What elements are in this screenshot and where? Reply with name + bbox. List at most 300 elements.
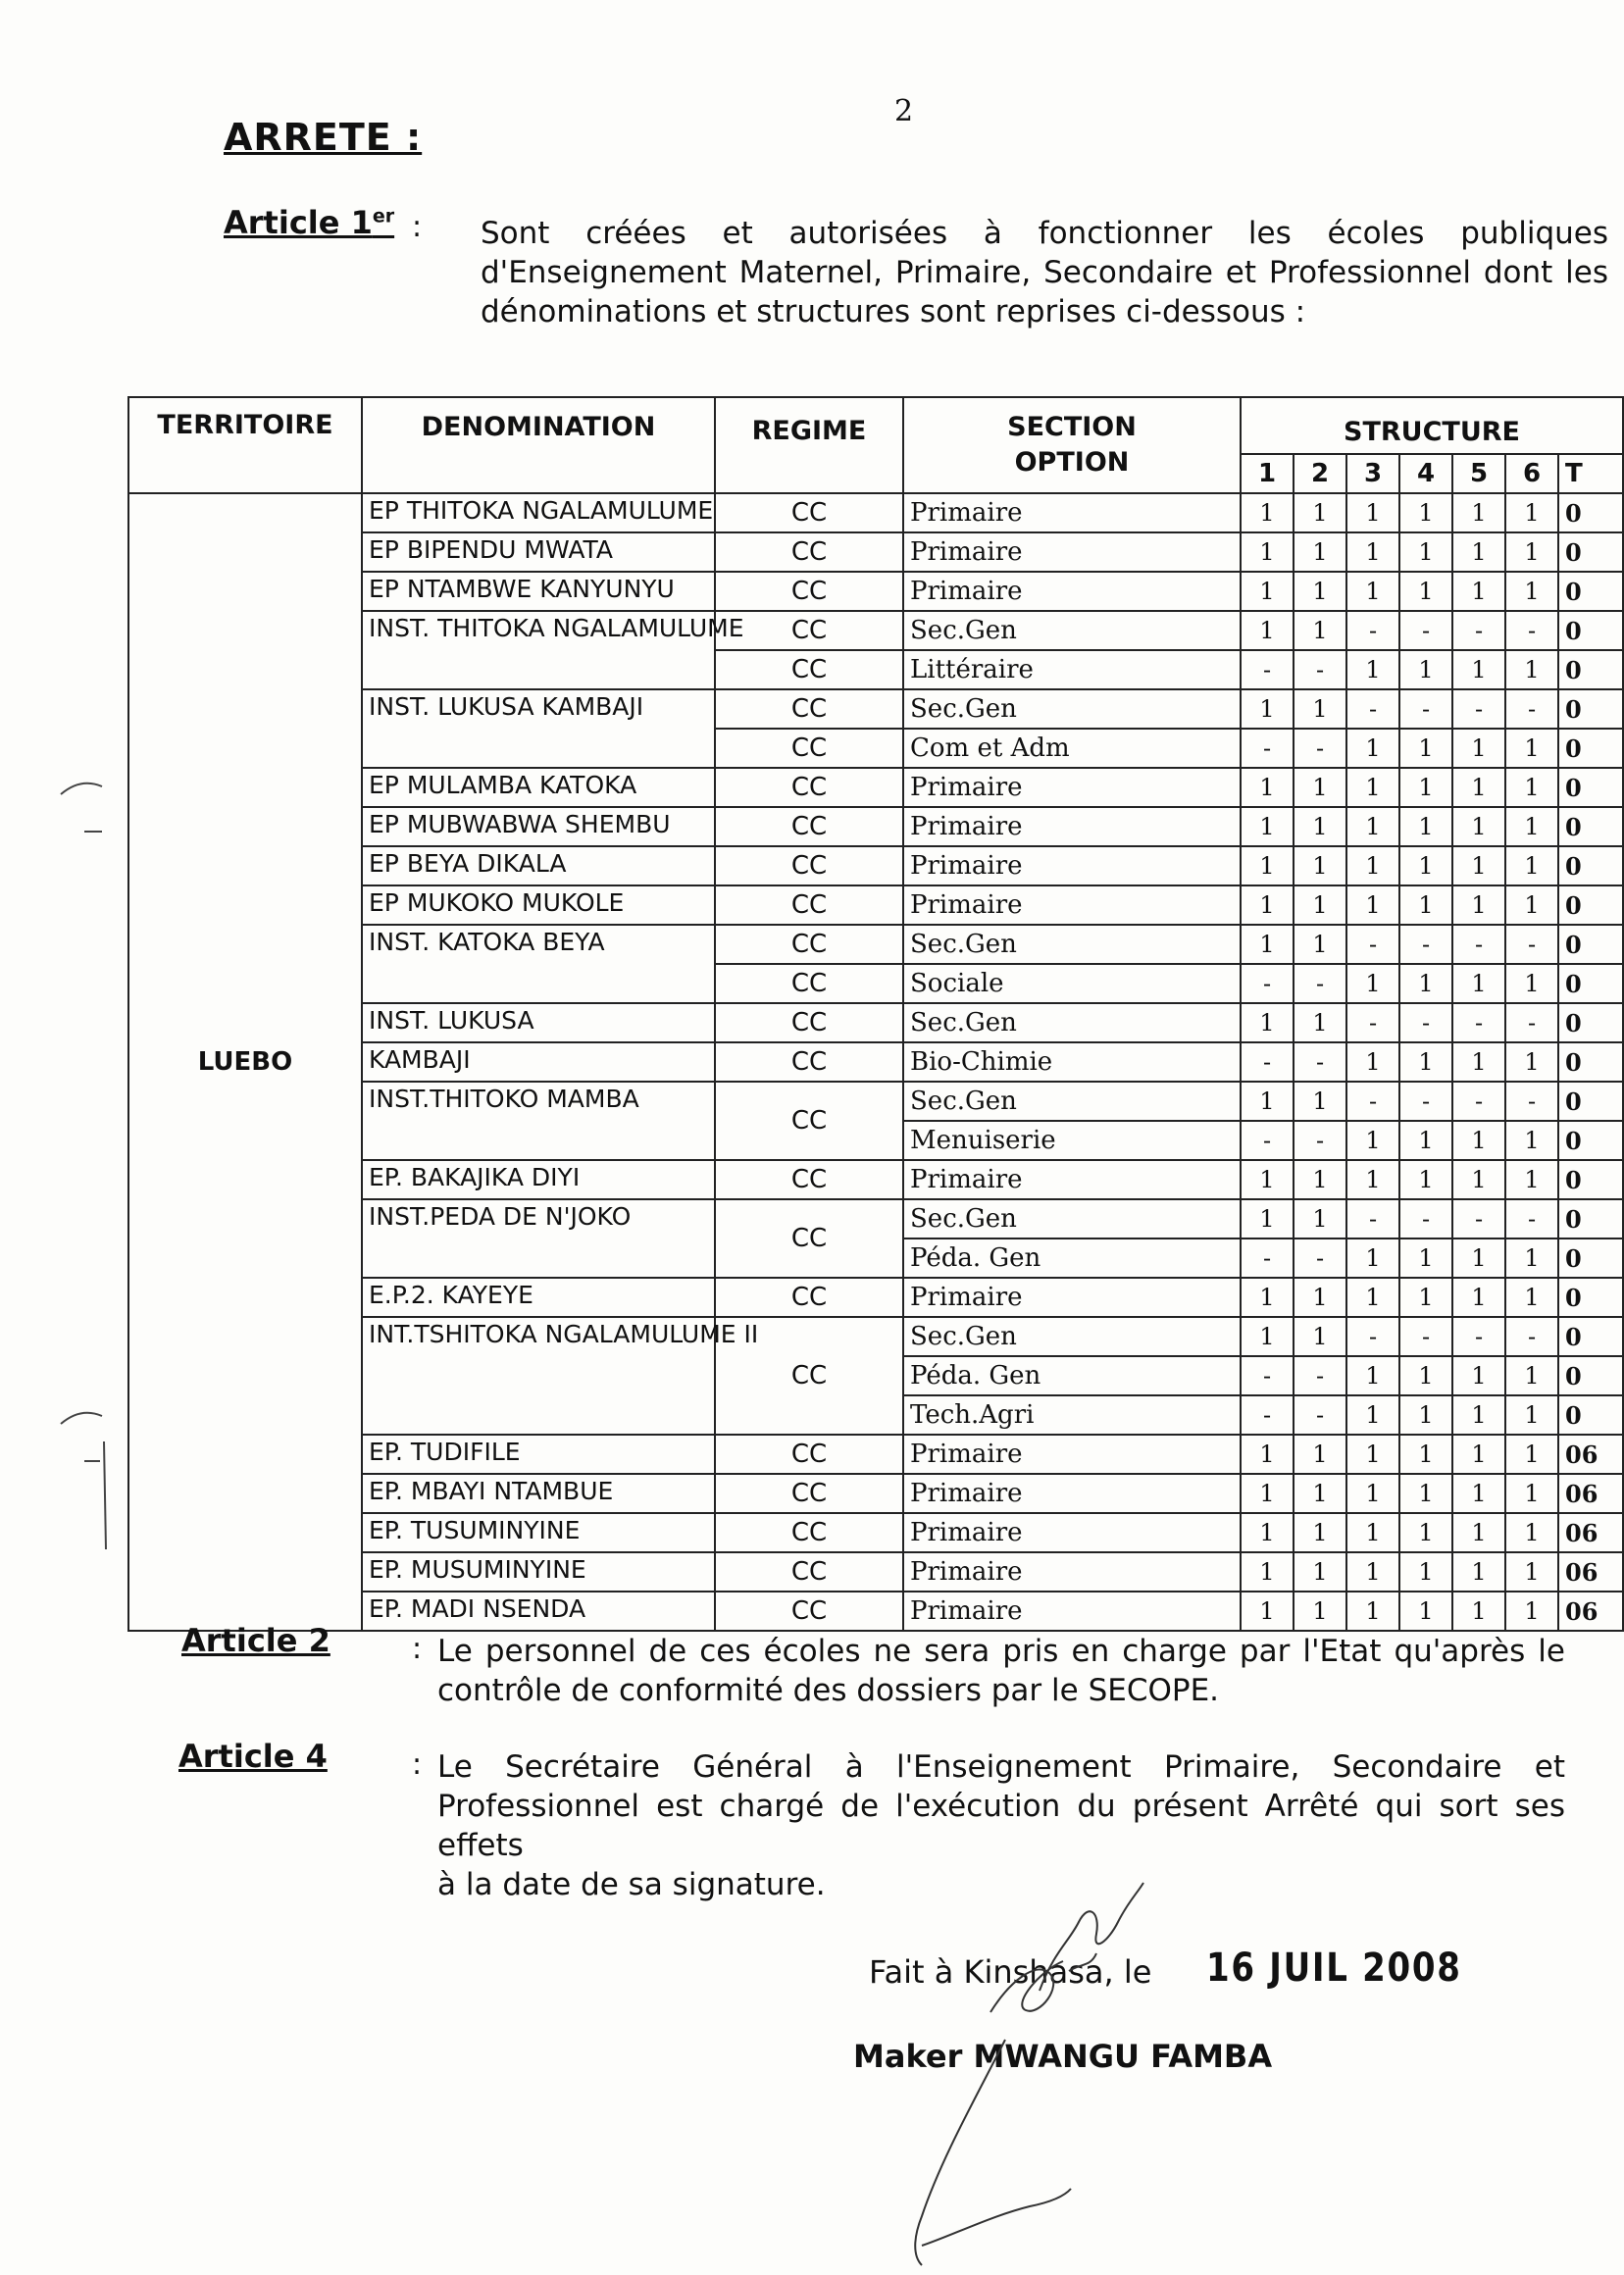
structure-total-cell: 0	[1558, 846, 1623, 885]
structure-year-2-cell: 1	[1294, 572, 1346, 611]
header-structure: STRUCTURE	[1241, 397, 1623, 454]
section-option-cell: Sec.Gen	[903, 611, 1241, 650]
regime-cell: CC	[715, 964, 903, 1003]
header-year-6: 6	[1505, 454, 1558, 493]
structure-year-2-cell: 1	[1294, 846, 1346, 885]
article2-label: Article 2	[181, 1622, 330, 1659]
structure-total-cell: 0	[1558, 964, 1623, 1003]
structure-year-3-cell: 1	[1346, 729, 1399, 768]
structure-year-6-cell: 1	[1505, 1592, 1558, 1631]
structure-total-cell: 0	[1558, 493, 1623, 532]
structure-year-1-cell: 1	[1241, 1003, 1294, 1042]
handwritten-signature	[843, 1844, 1255, 2275]
structure-year-5-cell: 1	[1452, 768, 1505, 807]
structure-total-cell: 0	[1558, 1121, 1623, 1160]
structure-year-5-cell: 1	[1452, 1278, 1505, 1317]
structure-total-cell: 0	[1558, 1082, 1623, 1121]
regime-cell: CC	[715, 1317, 903, 1435]
structure-year-5-cell: 1	[1452, 1356, 1505, 1395]
structure-year-6-cell: 1	[1505, 1278, 1558, 1317]
section-option-cell: Primaire	[903, 1552, 1241, 1592]
structure-year-6-cell: 1	[1505, 1160, 1558, 1199]
regime-cell: CC	[715, 807, 903, 846]
structure-year-2-cell: 1	[1294, 925, 1346, 964]
denomination-cell: EP NTAMBWE KANYUNYU	[362, 572, 715, 611]
header-year-2: 2	[1294, 454, 1346, 493]
arrete-heading: ARRETE :	[224, 116, 423, 159]
structure-year-5-cell: -	[1452, 1317, 1505, 1356]
regime-cell: CC	[715, 532, 903, 572]
place-and-date-prefix: Fait à Kinshasa, le	[869, 1953, 1152, 1991]
structure-year-5-cell: -	[1452, 1199, 1505, 1239]
structure-year-2-cell: 1	[1294, 885, 1346, 925]
article1-label	[224, 204, 394, 241]
structure-year-4-cell: 1	[1399, 1278, 1452, 1317]
structure-year-6-cell: 1	[1505, 885, 1558, 925]
structure-year-5-cell: 1	[1452, 729, 1505, 768]
structure-total-cell: 0	[1558, 885, 1623, 925]
structure-year-4-cell: -	[1399, 1003, 1452, 1042]
denomination-cell: EP. TUSUMINYINE	[362, 1513, 715, 1552]
regime-cell: CC	[715, 1592, 903, 1631]
structure-year-1-cell: -	[1241, 1356, 1294, 1395]
regime-cell: CC	[715, 611, 903, 650]
structure-year-6-cell: -	[1505, 925, 1558, 964]
structure-year-6-cell: -	[1505, 1003, 1558, 1042]
structure-year-6-cell: 1	[1505, 493, 1558, 532]
denomination-cell: EP. MBAYI NTAMBUE	[362, 1474, 715, 1513]
structure-year-2-cell: 1	[1294, 1160, 1346, 1199]
structure-year-1-cell: 1	[1241, 768, 1294, 807]
structure-year-5-cell: -	[1452, 1082, 1505, 1121]
structure-total-cell: 0	[1558, 650, 1623, 689]
structure-year-4-cell: 1	[1399, 846, 1452, 885]
structure-year-2-cell: 1	[1294, 807, 1346, 846]
regime-cell: CC	[715, 885, 903, 925]
article4-label: Article 4	[178, 1738, 328, 1775]
regime-cell: CC	[715, 1160, 903, 1199]
structure-year-4-cell: -	[1399, 611, 1452, 650]
structure-year-4-cell: 1	[1399, 807, 1452, 846]
structure-year-2-cell: 1	[1294, 1474, 1346, 1513]
header-section-option: SECTION OPTION	[903, 397, 1241, 493]
date-stamp: 16 JUIL 2008	[1206, 1946, 1462, 1991]
section-option-cell: Littéraire	[903, 650, 1241, 689]
structure-year-2-cell: 1	[1294, 1513, 1346, 1552]
denomination-cell: EP. MADI NSENDA	[362, 1592, 715, 1631]
structure-year-6-cell: -	[1505, 689, 1558, 729]
structure-year-5-cell: 1	[1452, 807, 1505, 846]
structure-year-1-cell: 1	[1241, 1474, 1294, 1513]
structure-year-6-cell: 1	[1505, 1239, 1558, 1278]
denomination-cell: EP MUKOKO MUKOLE	[362, 885, 715, 925]
structure-year-1-cell: 1	[1241, 885, 1294, 925]
structure-year-2-cell: 1	[1294, 1082, 1346, 1121]
structure-year-1-cell: 1	[1241, 925, 1294, 964]
structure-year-2-cell: -	[1294, 1395, 1346, 1435]
denomination-cell: EP BEYA DIKALA	[362, 846, 715, 885]
structure-year-5-cell: 1	[1452, 572, 1505, 611]
structure-year-3-cell: 1	[1346, 493, 1399, 532]
article4-line1: Le Secrétaire Général à l'Enseignement Primaire, Secondaire et	[437, 1749, 1565, 1785]
structure-year-4-cell: 1	[1399, 1160, 1452, 1199]
denomination-cell: EP. TUDIFILE	[362, 1435, 715, 1474]
structure-year-4-cell: 1	[1399, 1552, 1452, 1592]
header-year-4: 4	[1399, 454, 1452, 493]
article2-line1: Le personnel de ces écoles ne sera pris en charge par l'Etat qu'après le	[437, 1634, 1565, 1669]
structure-year-4-cell: 1	[1399, 768, 1452, 807]
denomination-cell: INST.THITOKO MAMBA	[362, 1082, 715, 1160]
structure-year-4-cell: 1	[1399, 729, 1452, 768]
article4-line3: à la date de sa signature.	[437, 1867, 826, 1902]
structure-total-cell: 0	[1558, 1278, 1623, 1317]
structure-year-2-cell: 1	[1294, 1592, 1346, 1631]
structure-total-cell: 0	[1558, 572, 1623, 611]
structure-total-cell: 0	[1558, 1317, 1623, 1356]
structure-year-2-cell: -	[1294, 964, 1346, 1003]
denomination-cell: EP MULAMBA KATOKA	[362, 768, 715, 807]
structure-year-5-cell: 1	[1452, 1042, 1505, 1082]
structure-year-4-cell: -	[1399, 1317, 1452, 1356]
structure-year-6-cell: -	[1505, 1199, 1558, 1239]
header-year-1: 1	[1241, 454, 1294, 493]
structure-year-4-cell: -	[1399, 925, 1452, 964]
structure-year-1-cell: 1	[1241, 1552, 1294, 1592]
header-row-1	[128, 397, 1623, 454]
structure-year-6-cell: 1	[1505, 846, 1558, 885]
structure-year-1-cell: 1	[1241, 1592, 1294, 1631]
structure-year-3-cell: 1	[1346, 650, 1399, 689]
regime-cell: CC	[715, 1435, 903, 1474]
section-option-cell: Sec.Gen	[903, 1003, 1241, 1042]
structure-year-6-cell: 1	[1505, 1121, 1558, 1160]
structure-year-6-cell: 1	[1505, 572, 1558, 611]
structure-year-1-cell: 1	[1241, 1278, 1294, 1317]
structure-year-1-cell: 1	[1241, 493, 1294, 532]
denomination-cell: INT.TSHITOKA NGALAMULUME II	[362, 1317, 715, 1435]
denomination-cell: INST. LUKUSA KAMBAJI	[362, 689, 715, 768]
structure-year-5-cell: 1	[1452, 1474, 1505, 1513]
regime-cell: CC	[715, 572, 903, 611]
structure-year-1-cell: -	[1241, 1121, 1294, 1160]
structure-year-5-cell: 1	[1452, 1552, 1505, 1592]
structure-year-6-cell: 1	[1505, 964, 1558, 1003]
structure-year-3-cell: 1	[1346, 885, 1399, 925]
structure-year-5-cell: 1	[1452, 964, 1505, 1003]
structure-total-cell: 0	[1558, 1239, 1623, 1278]
article1-line3: dénominations et structures sont reprises ci-dessous :	[481, 294, 1306, 329]
structure-year-4-cell: 1	[1399, 493, 1452, 532]
structure-total-cell: 0	[1558, 532, 1623, 572]
header-total: T	[1558, 454, 1623, 493]
regime-cell: CC	[715, 1042, 903, 1082]
structure-year-3-cell: -	[1346, 689, 1399, 729]
article2-text	[437, 1632, 1565, 1710]
regime-cell: CC	[715, 493, 903, 532]
structure-total-cell: 0	[1558, 1395, 1623, 1435]
structure-year-5-cell: 1	[1452, 1513, 1505, 1552]
article2-line2: contrôle de conformité des dossiers par le SECOPE.	[437, 1673, 1220, 1708]
structure-total-cell: 0	[1558, 1003, 1623, 1042]
structure-year-6-cell: -	[1505, 611, 1558, 650]
structure-year-5-cell: 1	[1452, 1239, 1505, 1278]
structure-year-5-cell: 1	[1452, 532, 1505, 572]
structure-year-4-cell: -	[1399, 1199, 1452, 1239]
structure-total-cell: 06	[1558, 1592, 1623, 1631]
section-option-cell: Primaire	[903, 572, 1241, 611]
regime-cell: CC	[715, 689, 903, 729]
denomination-cell: INST. LUKUSA	[362, 1003, 715, 1042]
header-year-5: 5	[1452, 454, 1505, 493]
section-option-cell: Com et Adm	[903, 729, 1241, 768]
denomination-cell: EP MUBWABWA SHEMBU	[362, 807, 715, 846]
denomination-cell: EP. BAKAJIKA DIYI	[362, 1160, 715, 1199]
structure-year-3-cell: 1	[1346, 1513, 1399, 1552]
structure-year-1-cell: -	[1241, 1395, 1294, 1435]
structure-year-6-cell: 1	[1505, 650, 1558, 689]
regime-cell: CC	[715, 1513, 903, 1552]
structure-year-6-cell: 1	[1505, 1513, 1558, 1552]
structure-total-cell: 0	[1558, 1160, 1623, 1199]
header-year-3: 3	[1346, 454, 1399, 493]
structure-year-2-cell: 1	[1294, 1435, 1346, 1474]
structure-total-cell: 0	[1558, 1042, 1623, 1082]
article1-text	[481, 214, 1608, 331]
structure-year-5-cell: -	[1452, 1003, 1505, 1042]
regime-cell: CC	[715, 768, 903, 807]
signature-loop	[922, 2189, 1071, 2246]
structure-total-cell: 0	[1558, 1356, 1623, 1395]
structure-year-1-cell: 1	[1241, 611, 1294, 650]
section-option-cell: Primaire	[903, 532, 1241, 572]
section-option-cell: Sec.Gen	[903, 925, 1241, 964]
structure-year-3-cell: 1	[1346, 1278, 1399, 1317]
structure-year-3-cell: -	[1346, 925, 1399, 964]
punch-hole-mark-bottom	[55, 1402, 114, 1559]
section-option-cell: Sec.Gen	[903, 1317, 1241, 1356]
structure-year-6-cell: 1	[1505, 1552, 1558, 1592]
structure-year-6-cell: 1	[1505, 1474, 1558, 1513]
section-option-cell: Primaire	[903, 846, 1241, 885]
structure-year-1-cell: 1	[1241, 1160, 1294, 1199]
structure-total-cell: 0	[1558, 768, 1623, 807]
article1-label-text: Article 1	[224, 204, 373, 241]
structure-year-3-cell: 1	[1346, 768, 1399, 807]
structure-total-cell: 06	[1558, 1474, 1623, 1513]
section-option-cell: Péda. Gen	[903, 1356, 1241, 1395]
structure-year-2-cell: -	[1294, 1356, 1346, 1395]
header-denomination: DENOMINATION	[362, 397, 715, 493]
structure-year-3-cell: 1	[1346, 1121, 1399, 1160]
structure-year-1-cell: 1	[1241, 689, 1294, 729]
section-option-cell: Primaire	[903, 493, 1241, 532]
article1-label-sup: er	[372, 205, 395, 228]
table-row	[128, 493, 1623, 532]
structure-year-3-cell: 1	[1346, 964, 1399, 1003]
structure-year-5-cell: -	[1452, 689, 1505, 729]
structure-year-4-cell: 1	[1399, 1121, 1452, 1160]
structure-year-3-cell: 1	[1346, 1239, 1399, 1278]
structure-year-1-cell: 1	[1241, 1317, 1294, 1356]
structure-year-5-cell: 1	[1452, 1435, 1505, 1474]
structure-year-2-cell: 1	[1294, 768, 1346, 807]
structure-year-4-cell: 1	[1399, 1395, 1452, 1435]
regime-cell: CC	[715, 1082, 903, 1160]
header-territoire: TERRITOIRE	[128, 397, 362, 493]
structure-year-1-cell: -	[1241, 1239, 1294, 1278]
regime-cell: CC	[715, 846, 903, 885]
structure-year-5-cell: -	[1452, 925, 1505, 964]
structure-year-3-cell: 1	[1346, 532, 1399, 572]
structure-year-6-cell: -	[1505, 1082, 1558, 1121]
structure-year-4-cell: 1	[1399, 964, 1452, 1003]
structure-total-cell: 0	[1558, 925, 1623, 964]
structure-year-1-cell: 1	[1241, 1199, 1294, 1239]
section-option-cell: Sec.Gen	[903, 689, 1241, 729]
structure-year-4-cell: 1	[1399, 1239, 1452, 1278]
structure-year-3-cell: 1	[1346, 1042, 1399, 1082]
section-option-cell: Primaire	[903, 1278, 1241, 1317]
section-option-cell: Bio-Chimie	[903, 1042, 1241, 1082]
structure-year-3-cell: 1	[1346, 572, 1399, 611]
regime-cell: CC	[715, 925, 903, 964]
structure-year-5-cell: 1	[1452, 1121, 1505, 1160]
section-option-cell: Primaire	[903, 768, 1241, 807]
structure-year-4-cell: 1	[1399, 885, 1452, 925]
structure-year-5-cell: 1	[1452, 1395, 1505, 1435]
structure-year-2-cell: -	[1294, 1042, 1346, 1082]
structure-year-4-cell: 1	[1399, 532, 1452, 572]
article4-colon: :	[412, 1747, 423, 1782]
structure-total-cell: 06	[1558, 1513, 1623, 1552]
section-option-cell: Sociale	[903, 964, 1241, 1003]
structure-year-2-cell: -	[1294, 729, 1346, 768]
signer-name: Maker MWANGU FAMBA	[853, 2038, 1273, 2075]
structure-total-cell: 0	[1558, 807, 1623, 846]
structure-year-2-cell: 1	[1294, 532, 1346, 572]
structure-total-cell: 06	[1558, 1552, 1623, 1592]
structure-year-3-cell: 1	[1346, 1474, 1399, 1513]
structure-year-2-cell: 1	[1294, 689, 1346, 729]
article4-line2: Professionnel est chargé de l'exécution du présent Arrêté qui sort ses effets	[437, 1789, 1565, 1863]
section-option-cell: Menuiserie	[903, 1121, 1241, 1160]
structure-total-cell: 0	[1558, 1199, 1623, 1239]
article1-line1: Sont créées et autorisées à fonctionner les écoles publiques	[481, 216, 1608, 251]
regime-cell: CC	[715, 1552, 903, 1592]
structure-total-cell: 0	[1558, 611, 1623, 650]
structure-year-4-cell: -	[1399, 1082, 1452, 1121]
table-body	[128, 493, 1623, 1631]
structure-total-cell: 06	[1558, 1435, 1623, 1474]
structure-year-3-cell: -	[1346, 1003, 1399, 1042]
structure-year-5-cell: 1	[1452, 493, 1505, 532]
section-option-cell: Tech.Agri	[903, 1395, 1241, 1435]
structure-year-6-cell: -	[1505, 1317, 1558, 1356]
structure-year-3-cell: 1	[1346, 1395, 1399, 1435]
denomination-cell: EP BIPENDU MWATA	[362, 532, 715, 572]
structure-year-4-cell: 1	[1399, 1435, 1452, 1474]
page-number: 2	[894, 94, 914, 128]
structure-year-2-cell: -	[1294, 1121, 1346, 1160]
denomination-cell: INST.PEDA DE N'JOKO	[362, 1199, 715, 1278]
regime-cell: CC	[715, 729, 903, 768]
structure-year-2-cell: 1	[1294, 1278, 1346, 1317]
schools-table	[127, 396, 1624, 1632]
structure-year-1-cell: 1	[1241, 1082, 1294, 1121]
header-regime: REGIME	[715, 397, 903, 493]
structure-year-5-cell: -	[1452, 611, 1505, 650]
territoire-cell: LUEBO	[128, 493, 362, 1631]
denomination-cell: INST. THITOKA NGALAMULUME	[362, 611, 715, 689]
denomination-cell: KAMBAJI	[362, 1042, 715, 1082]
structure-year-6-cell: 1	[1505, 1395, 1558, 1435]
structure-year-6-cell: 1	[1505, 807, 1558, 846]
structure-total-cell: 0	[1558, 729, 1623, 768]
structure-year-4-cell: 1	[1399, 1042, 1452, 1082]
structure-year-3-cell: 1	[1346, 1160, 1399, 1199]
structure-year-5-cell: 1	[1452, 1160, 1505, 1199]
structure-year-3-cell: -	[1346, 1199, 1399, 1239]
structure-year-2-cell: -	[1294, 1239, 1346, 1278]
structure-year-1-cell: -	[1241, 729, 1294, 768]
structure-year-3-cell: 1	[1346, 846, 1399, 885]
structure-year-1-cell: 1	[1241, 1513, 1294, 1552]
section-option-cell: Sec.Gen	[903, 1199, 1241, 1239]
structure-year-4-cell: 1	[1399, 1356, 1452, 1395]
structure-year-6-cell: 1	[1505, 1042, 1558, 1082]
structure-year-4-cell: 1	[1399, 650, 1452, 689]
section-option-cell: Primaire	[903, 885, 1241, 925]
structure-year-2-cell: 1	[1294, 1552, 1346, 1592]
structure-year-5-cell: 1	[1452, 1592, 1505, 1631]
structure-year-5-cell: 1	[1452, 846, 1505, 885]
structure-year-3-cell: 1	[1346, 1356, 1399, 1395]
structure-year-1-cell: 1	[1241, 807, 1294, 846]
structure-year-1-cell: 1	[1241, 846, 1294, 885]
structure-year-1-cell: -	[1241, 650, 1294, 689]
structure-year-3-cell: -	[1346, 611, 1399, 650]
structure-year-3-cell: 1	[1346, 807, 1399, 846]
structure-year-1-cell: -	[1241, 1042, 1294, 1082]
structure-year-6-cell: 1	[1505, 1435, 1558, 1474]
structure-year-4-cell: 1	[1399, 1513, 1452, 1552]
section-option-cell: Primaire	[903, 1592, 1241, 1631]
section-option-cell: Péda. Gen	[903, 1239, 1241, 1278]
structure-year-4-cell: -	[1399, 689, 1452, 729]
regime-cell: CC	[715, 650, 903, 689]
structure-year-3-cell: 1	[1346, 1435, 1399, 1474]
structure-year-2-cell: 1	[1294, 493, 1346, 532]
structure-year-3-cell: 1	[1346, 1552, 1399, 1592]
structure-year-6-cell: 1	[1505, 1356, 1558, 1395]
denomination-cell: EP THITOKA NGALAMULUME	[362, 493, 715, 532]
denomination-cell: E.P.2. KAYEYE	[362, 1278, 715, 1317]
structure-year-5-cell: 1	[1452, 650, 1505, 689]
regime-cell: CC	[715, 1474, 903, 1513]
regime-cell: CC	[715, 1278, 903, 1317]
article1-colon: :	[412, 210, 423, 244]
structure-year-2-cell: 1	[1294, 611, 1346, 650]
structure-year-2-cell: 1	[1294, 1003, 1346, 1042]
structure-year-6-cell: 1	[1505, 768, 1558, 807]
article1-line2: d'Enseignement Maternel, Primaire, Secondaire et Professionnel dont les	[481, 255, 1608, 290]
structure-year-2-cell: -	[1294, 650, 1346, 689]
regime-cell: CC	[715, 1003, 903, 1042]
structure-total-cell: 0	[1558, 689, 1623, 729]
section-option-cell: Primaire	[903, 1160, 1241, 1199]
structure-year-4-cell: 1	[1399, 1474, 1452, 1513]
structure-year-3-cell: 1	[1346, 1592, 1399, 1631]
